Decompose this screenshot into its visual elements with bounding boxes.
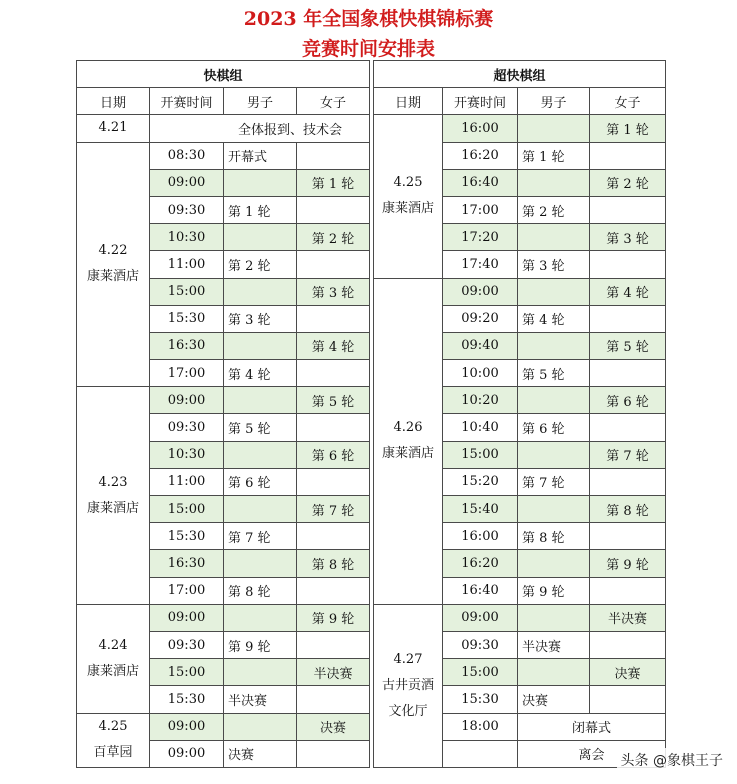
start-time-cell: 17:20 [443, 224, 518, 251]
women-cell [297, 468, 370, 495]
date-cell [77, 387, 150, 605]
men-cell: 半决赛 [224, 686, 297, 713]
start-time-cell: 09:00 [150, 387, 224, 414]
men-cell [518, 604, 590, 631]
date-text: 4.24 [98, 637, 128, 653]
men-cell [518, 278, 590, 305]
men-cell [518, 659, 590, 686]
women-cell: 第 8 轮 [590, 496, 666, 523]
table-row [77, 305, 666, 332]
women-cell: 第 5 轮 [297, 387, 370, 414]
men-cell: 第 9 轮 [224, 631, 297, 658]
start-time-cell: 17:40 [443, 251, 518, 278]
start-time-cell: 11:00 [150, 468, 224, 495]
men-cell [224, 332, 297, 359]
start-time-cell: 16:20 [443, 550, 518, 577]
women-cell [590, 251, 666, 278]
men-cell [224, 550, 297, 577]
start-time-cell: 09:00 [150, 169, 224, 196]
men-cell: 第 2 轮 [518, 196, 590, 223]
men-cell: 第 7 轮 [224, 523, 297, 550]
table-row [77, 332, 666, 359]
start-time-cell: 15:00 [443, 659, 518, 686]
women-cell [297, 251, 370, 278]
men-cell [518, 550, 590, 577]
venue-text: 百草园 [93, 745, 133, 761]
start-time-cell: 16:30 [150, 332, 224, 359]
table-row [77, 142, 666, 169]
divider [370, 196, 374, 223]
date-cell [77, 142, 150, 387]
date-cell [374, 604, 443, 767]
column-header: 男子 [518, 88, 590, 115]
women-cell: 第 1 轮 [297, 169, 370, 196]
start-time-cell: 09:40 [443, 332, 518, 359]
event-cell: 全体报到、技术会 [150, 115, 370, 142]
start-time-cell: 09:00 [443, 278, 518, 305]
date-text: 4.27 [393, 651, 423, 667]
start-time-cell: 15:00 [150, 659, 224, 686]
divider [370, 740, 374, 767]
date-cell [374, 278, 443, 604]
women-cell [297, 196, 370, 223]
women-cell [590, 631, 666, 658]
men-cell: 第 6 轮 [224, 468, 297, 495]
divider [370, 251, 374, 278]
women-cell [590, 577, 666, 604]
table-row [77, 604, 666, 631]
start-time-cell: 15:30 [443, 686, 518, 713]
divider [370, 224, 374, 251]
start-time-cell: 10:20 [443, 387, 518, 414]
table-row [77, 523, 666, 550]
men-cell [224, 659, 297, 686]
women-cell [297, 686, 370, 713]
women-cell [590, 523, 666, 550]
start-time-cell [443, 740, 518, 767]
watermark: 头条 @象棋王子 [617, 748, 727, 772]
men-cell: 第 9 轮 [518, 577, 590, 604]
start-time-cell: 09:30 [150, 414, 224, 441]
divider [370, 523, 374, 550]
men-cell: 第 7 轮 [518, 468, 590, 495]
date-text: 4.26 [393, 420, 423, 436]
divider [370, 468, 374, 495]
column-header: 女子 [590, 88, 666, 115]
men-cell: 第 8 轮 [518, 523, 590, 550]
date-cell [77, 713, 150, 767]
date-text: 4.21 [98, 120, 128, 136]
men-cell [224, 278, 297, 305]
divider [370, 332, 374, 359]
women-cell: 半决赛 [297, 659, 370, 686]
women-cell [590, 414, 666, 441]
divider [370, 631, 374, 658]
table-row [77, 550, 666, 577]
start-time-cell: 09:00 [443, 604, 518, 631]
start-time-cell: 08:30 [150, 142, 224, 169]
women-cell [297, 360, 370, 387]
men-cell [518, 115, 590, 142]
men-cell [224, 441, 297, 468]
column-header: 日期 [77, 88, 150, 115]
divider [370, 577, 374, 604]
start-time-cell: 15:00 [150, 496, 224, 523]
date-text: 4.22 [98, 243, 128, 259]
start-time-cell: 09:30 [150, 196, 224, 223]
start-time-cell: 18:00 [443, 713, 518, 740]
men-cell: 第 4 轮 [224, 360, 297, 387]
men-cell [518, 496, 590, 523]
divider [370, 686, 374, 713]
start-time-cell: 10:40 [443, 414, 518, 441]
men-cell [224, 224, 297, 251]
men-cell: 第 3 轮 [224, 305, 297, 332]
women-cell: 第 9 轮 [297, 604, 370, 631]
start-time-cell: 16:20 [443, 142, 518, 169]
women-cell [297, 142, 370, 169]
men-cell [224, 604, 297, 631]
date-text: 4.23 [98, 474, 128, 490]
divider [370, 142, 374, 169]
table-row [77, 115, 666, 142]
venue-text: 古井贡酒 [381, 677, 434, 693]
women-cell: 第 4 轮 [590, 278, 666, 305]
divider [370, 441, 374, 468]
women-cell: 半决赛 [590, 604, 666, 631]
women-cell [590, 196, 666, 223]
start-time-cell: 15:30 [150, 305, 224, 332]
divider [370, 713, 374, 740]
men-cell: 第 5 轮 [224, 414, 297, 441]
venue-text: 文化厅 [388, 703, 428, 719]
men-cell [518, 441, 590, 468]
women-cell [590, 142, 666, 169]
women-cell: 第 6 轮 [297, 441, 370, 468]
table-row [77, 659, 666, 686]
event-cell: 闭幕式 [518, 713, 666, 740]
men-cell: 第 2 轮 [224, 251, 297, 278]
start-time-cell: 15:40 [443, 496, 518, 523]
page-title: 2023 年全国象棋快棋锦标赛 [243, 8, 494, 30]
start-time-cell: 10:00 [443, 360, 518, 387]
women-cell: 第 3 轮 [590, 224, 666, 251]
table-row [77, 360, 666, 387]
start-time-cell: 09:00 [150, 740, 224, 767]
start-time-cell: 15:30 [150, 686, 224, 713]
women-cell: 第 2 轮 [297, 224, 370, 251]
start-time-cell: 16:00 [443, 523, 518, 550]
men-cell [224, 496, 297, 523]
venue-text: 康莱酒店 [381, 201, 434, 217]
start-time-cell: 15:20 [443, 468, 518, 495]
venue-text: 康莱酒店 [381, 446, 434, 462]
men-cell: 决赛 [224, 740, 297, 767]
women-cell: 第 3 轮 [297, 278, 370, 305]
event-cell: 离会 [518, 740, 666, 767]
start-time-cell: 17:00 [443, 196, 518, 223]
date-text: 4.25 [98, 719, 128, 735]
start-time-cell: 09:00 [150, 713, 224, 740]
table-row [77, 441, 666, 468]
women-cell: 第 9 轮 [590, 550, 666, 577]
start-time-cell: 09:00 [150, 604, 224, 631]
men-cell: 第 8 轮 [224, 577, 297, 604]
start-time-cell: 11:00 [150, 251, 224, 278]
women-cell [297, 523, 370, 550]
table-row [77, 387, 666, 414]
divider [370, 360, 374, 387]
men-cell: 第 6 轮 [518, 414, 590, 441]
women-cell [297, 577, 370, 604]
start-time-cell: 09:30 [443, 631, 518, 658]
start-time-cell: 17:00 [150, 577, 224, 604]
men-cell [224, 387, 297, 414]
men-cell: 开幕式 [224, 142, 297, 169]
women-cell [297, 631, 370, 658]
table-row [77, 278, 666, 305]
column-header: 开赛时间 [443, 88, 518, 115]
group-title-fast: 快棋组 [77, 61, 370, 88]
table-row [77, 251, 666, 278]
table-row [77, 740, 666, 767]
start-time-cell: 15:00 [443, 441, 518, 468]
table-row [77, 414, 666, 441]
women-cell: 第 1 轮 [590, 115, 666, 142]
start-time-cell: 15:30 [150, 523, 224, 550]
women-cell: 第 4 轮 [297, 332, 370, 359]
women-cell: 第 5 轮 [590, 332, 666, 359]
venue-text: 康莱酒店 [86, 500, 139, 516]
divider [370, 169, 374, 196]
women-cell: 决赛 [590, 659, 666, 686]
women-cell [590, 468, 666, 495]
women-cell: 第 8 轮 [297, 550, 370, 577]
start-time-cell: 10:30 [150, 441, 224, 468]
column-header: 女子 [297, 88, 370, 115]
women-cell: 第 2 轮 [590, 169, 666, 196]
start-time-cell: 16:40 [443, 577, 518, 604]
column-header: 开赛时间 [150, 88, 224, 115]
start-time-cell: 16:00 [443, 115, 518, 142]
schedule-table [76, 60, 666, 768]
women-cell [590, 305, 666, 332]
venue-text: 康莱酒店 [86, 663, 139, 679]
start-time-cell: 16:40 [443, 169, 518, 196]
divider [370, 496, 374, 523]
table-row [77, 686, 666, 713]
start-time-cell: 17:00 [150, 360, 224, 387]
date-cell [77, 604, 150, 713]
men-cell: 第 3 轮 [518, 251, 590, 278]
start-time-cell: 09:20 [443, 305, 518, 332]
men-cell: 第 4 轮 [518, 305, 590, 332]
date-cell [77, 115, 150, 142]
table-row [77, 577, 666, 604]
start-time-cell: 09:30 [150, 631, 224, 658]
men-cell: 第 1 轮 [518, 142, 590, 169]
women-cell: 第 6 轮 [590, 387, 666, 414]
men-cell [224, 169, 297, 196]
start-time-cell: 16:30 [150, 550, 224, 577]
women-cell: 第 7 轮 [590, 441, 666, 468]
men-cell [224, 713, 297, 740]
table-row [77, 169, 666, 196]
men-cell [518, 387, 590, 414]
divider [370, 550, 374, 577]
page-subtitle: 竞赛时间安排表 [301, 38, 435, 60]
women-cell [297, 305, 370, 332]
women-cell [297, 414, 370, 441]
women-cell [590, 686, 666, 713]
group-title-blitz: 超快棋组 [374, 61, 666, 88]
table-row [77, 468, 666, 495]
men-cell [518, 169, 590, 196]
table-row [77, 713, 666, 740]
men-cell: 第 1 轮 [224, 196, 297, 223]
divider [370, 414, 374, 441]
women-cell [297, 740, 370, 767]
divider [370, 305, 374, 332]
men-cell [518, 332, 590, 359]
start-time-cell: 15:00 [150, 278, 224, 305]
women-cell: 第 7 轮 [297, 496, 370, 523]
men-cell [518, 224, 590, 251]
start-time-cell: 10:30 [150, 224, 224, 251]
divider [370, 659, 374, 686]
venue-text: 康莱酒店 [86, 269, 139, 285]
date-text: 4.25 [393, 175, 423, 191]
divider [370, 387, 374, 414]
men-cell: 决赛 [518, 686, 590, 713]
column-header: 男子 [224, 88, 297, 115]
date-cell [374, 115, 443, 278]
table-row [77, 224, 666, 251]
men-cell: 半决赛 [518, 631, 590, 658]
women-cell: 决赛 [297, 713, 370, 740]
men-cell: 第 5 轮 [518, 360, 590, 387]
table-row [77, 631, 666, 658]
column-header: 日期 [374, 88, 443, 115]
table-row [77, 496, 666, 523]
table-row [77, 196, 666, 223]
women-cell [590, 360, 666, 387]
